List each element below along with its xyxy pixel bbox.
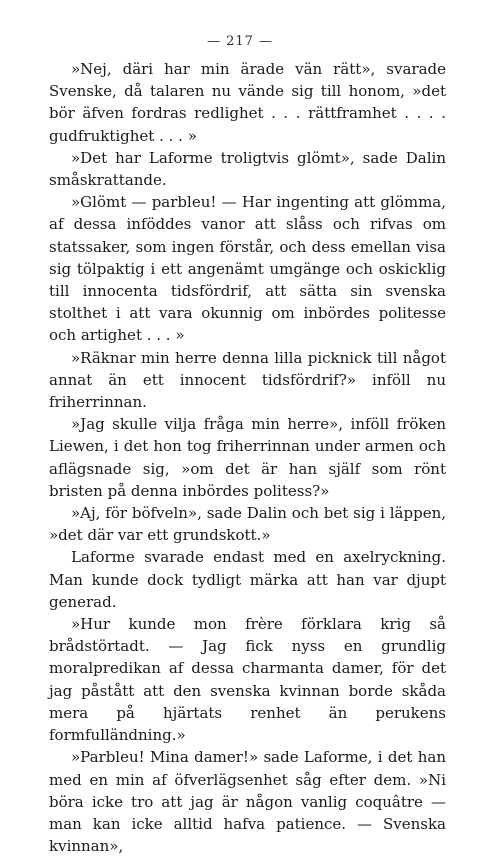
body-text — [49, 58, 446, 857]
paragraph: »Räknar min herre denna lilla picknick till något annat än ett innocent tidsfördrif?» inföll nu friherrinnan. — [49, 348, 446, 412]
paragraph: »Aj, för böfveln», sade Dalin och bet sig i läppen, »det där var ett grundskott.» — [49, 504, 446, 545]
paragraph: »Glömt — parbleu! — Har ingenting att glömma, af dessa inföddes vanor att slåss och rifvas om statssaker, som ingen förstår, och dess emellan visa sig tölpaktig i ett angenämt umgänge och oskicklig till innocenta tidsfördrif, att sätta sin svenska stolthet i att vara okunnig om inbördes politesse och artighet . . . » — [49, 193, 446, 345]
paragraph: »Jag skulle vilja fråga min herre», inföll fröken Liewen, i det hon tog friherrinnan under armen och aflägsnade sig, »om det är han själf som rönt bristen på denna inbördes politess?» — [49, 415, 446, 500]
paragraph: »Parbleu! Mina damer!» sade Laforme, i det han med en min af öfverlägsenhet såg efter dem. »Ni böra icke tro att jag är någon vanlig coquâtre — man kan icke alltid hafva patience. — Svenska kvinnan», — [49, 748, 446, 856]
paragraph: »Hur kunde mon frère förklara krig så brådstörtadt. — Jag fick nyss en grundlig moralpredikan af dessa charmanta damer, för det jag påstått att den svenska kvinnan borde skåda mera på hjärtats renhet än perukens formfulländning.» — [49, 615, 446, 745]
page-number: — 217 — — [206, 34, 274, 49]
paragraph: »Nej, däri har min ärade vän rätt», svarade Svenske, då talaren nu vände sig till honom, »det bör äfven fordras redlighet . . . rättframhet . . . . gudfruktighet . . . » — [49, 60, 446, 145]
paragraph: Laforme svarade endast med en axelryckning. Man kunde dock tydligt märka att han var djupt generad. — [49, 548, 446, 611]
paragraph: »Det har Laforme troligtvis glömt», sade Dalin småskrattande. — [49, 148, 446, 190]
